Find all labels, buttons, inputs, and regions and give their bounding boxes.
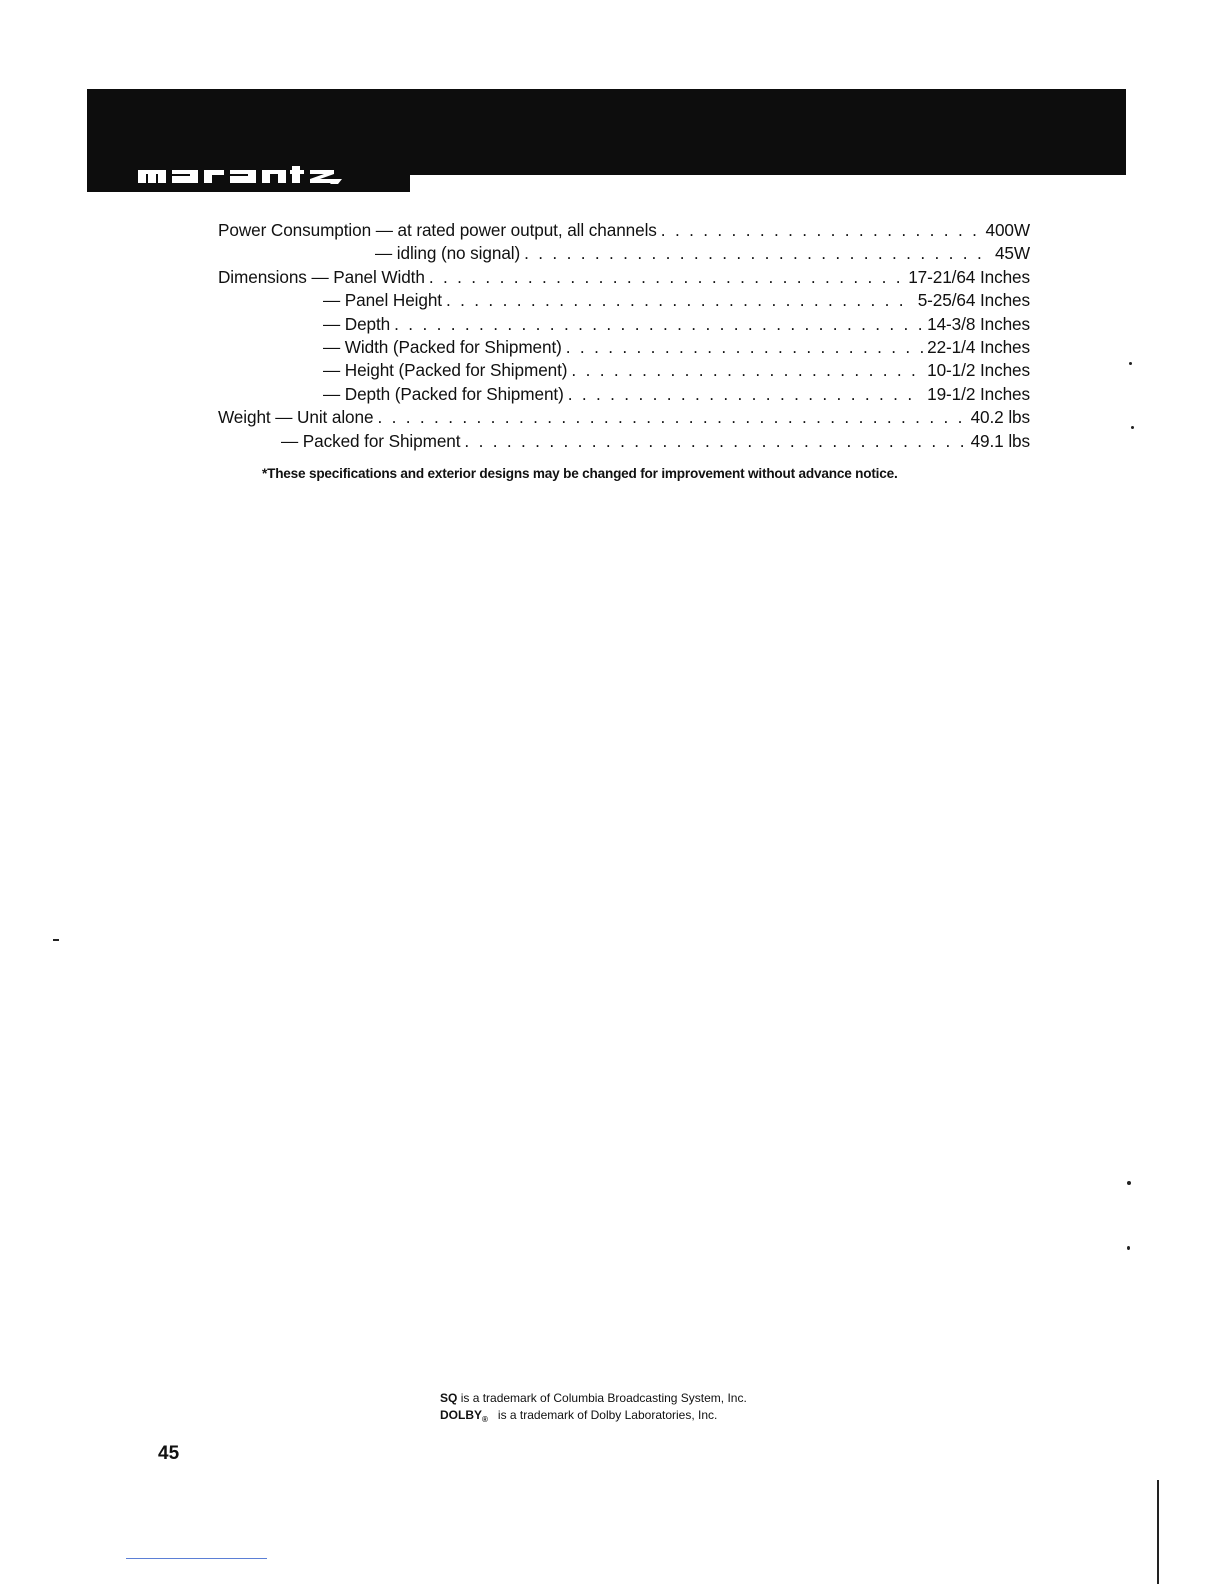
spec-value: 10-1/2 Inches xyxy=(927,360,1030,381)
spec-label: — Panel Height xyxy=(323,290,442,311)
trademark-notices xyxy=(440,1390,747,1428)
leader-dots xyxy=(568,384,923,405)
scan-speck xyxy=(53,939,59,941)
scan-speck xyxy=(1129,362,1132,365)
spec-group-label-power: Power Consumption xyxy=(218,220,372,240)
spec-value: 22-1/4 Inches xyxy=(927,336,1030,357)
trademark-text: is a trademark of Dolby Laboratories, Inc. xyxy=(497,1408,718,1422)
trademark-name: DOLBY xyxy=(440,1408,482,1422)
leader-dots xyxy=(566,337,923,358)
spec-row-panel-height xyxy=(218,290,1030,313)
spec-row-depth xyxy=(218,314,1030,337)
bottom-rule xyxy=(126,1558,267,1559)
spec-row-width-packed xyxy=(218,337,1030,360)
spec-label: — idling (no signal) xyxy=(375,243,521,264)
spec-label: — Panel Width xyxy=(311,266,425,287)
leader-dots xyxy=(464,431,966,452)
spec-value: 49.1 lbs xyxy=(970,430,1030,451)
scan-speck xyxy=(1131,426,1134,429)
registered-mark: ® xyxy=(482,1415,488,1424)
scan-speck xyxy=(1127,1246,1130,1250)
scan-speck xyxy=(1127,1181,1131,1185)
spec-value: 40.2 lbs xyxy=(970,407,1030,428)
leader-dots xyxy=(524,243,991,264)
spec-label: — Width (Packed for Shipment) xyxy=(323,336,562,357)
trademark-text: is a trademark of Columbia Broadcasting System, Inc. xyxy=(460,1391,747,1405)
leader-dots xyxy=(661,220,982,241)
spec-value: 45W xyxy=(994,243,1030,264)
spec-group-label-dimensions: Dimensions xyxy=(218,266,307,287)
spec-row-panel-width xyxy=(218,267,1030,290)
spec-value: 400W xyxy=(985,220,1030,240)
spec-label: — Packed for Shipment xyxy=(281,430,461,451)
spec-label: — Depth (Packed for Shipment) xyxy=(323,383,564,404)
leader-dots xyxy=(446,290,914,311)
spec-group-label-weight: Weight xyxy=(218,407,271,428)
spec-row-weight-unit xyxy=(218,407,1030,430)
spec-row-weight-packed xyxy=(218,431,1030,454)
spec-label: — Depth xyxy=(323,313,391,334)
marantz-logo-icon xyxy=(120,160,385,192)
spec-value: 17-21/64 Inches xyxy=(908,266,1030,287)
marantz-logo xyxy=(120,160,385,192)
spec-row-height-packed xyxy=(218,360,1030,383)
leader-dots xyxy=(429,267,904,288)
specifications-note: *These specifications and exterior designs may be changed for improvement without advance notice. xyxy=(262,466,898,481)
spec-label: — at rated power output, all channels xyxy=(375,220,657,240)
leader-dots xyxy=(377,407,966,428)
spec-value: 19-1/2 Inches xyxy=(927,383,1030,404)
specifications-table xyxy=(218,220,1030,454)
trademark-dolby xyxy=(440,1407,747,1428)
spec-value: 14-3/8 Inches xyxy=(927,313,1030,334)
trademark-name: SQ xyxy=(440,1391,458,1405)
leader-dots xyxy=(394,314,923,335)
spec-row-power-idle xyxy=(218,243,1030,266)
leader-dots xyxy=(571,360,923,381)
trademark-sq xyxy=(440,1390,747,1407)
spec-row-power-rated xyxy=(218,220,1030,243)
spec-label: — Unit alone xyxy=(275,407,374,428)
page-number: 45 xyxy=(158,1443,180,1464)
spec-label: — Height (Packed for Shipment) xyxy=(323,360,568,381)
scan-edge-line xyxy=(1157,1480,1159,1584)
spec-value: 5-25/64 Inches xyxy=(917,290,1030,311)
spec-row-depth-packed xyxy=(218,384,1030,407)
